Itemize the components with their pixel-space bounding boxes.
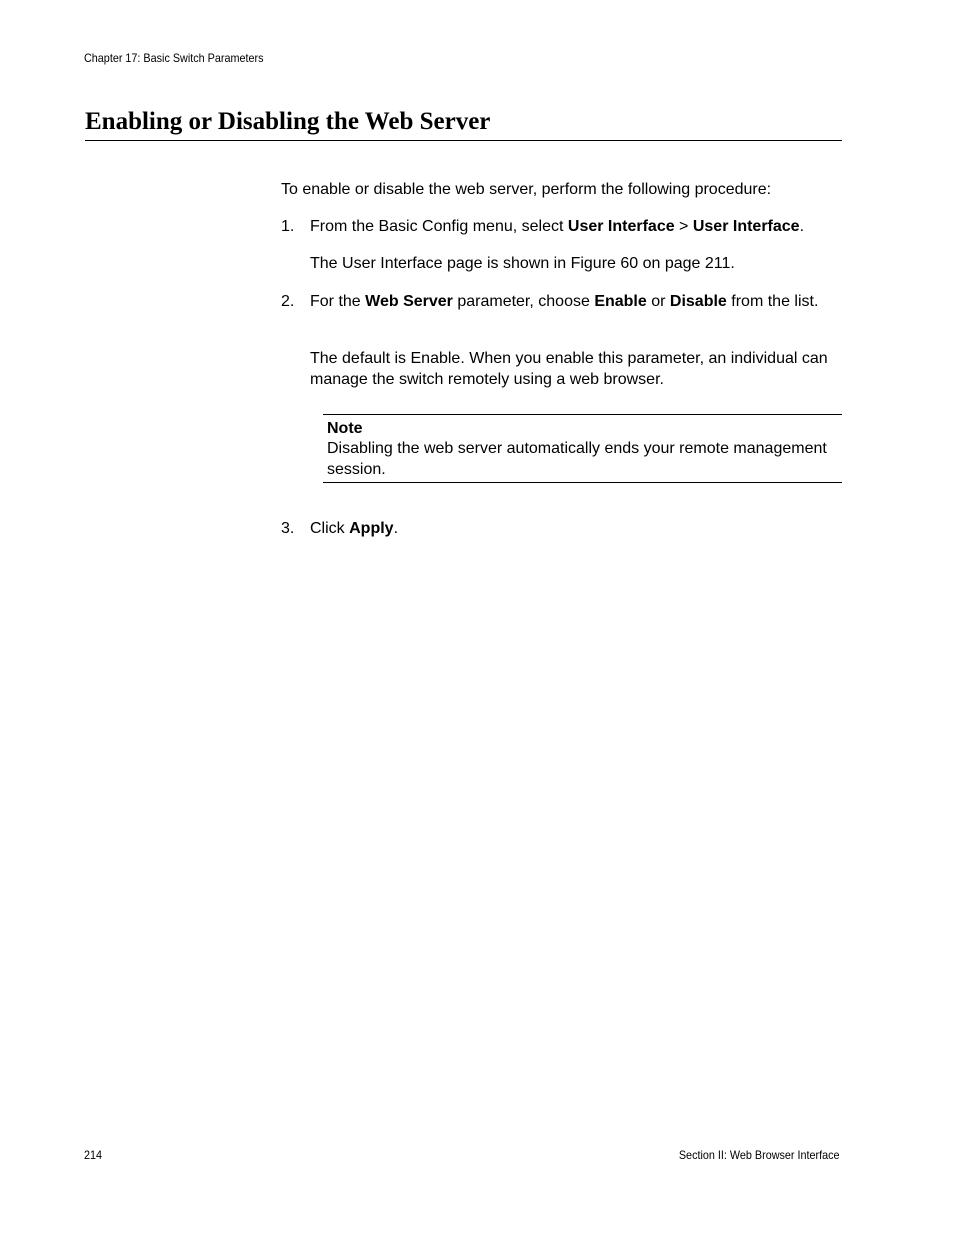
footer-section: Section II: Web Browser Interface [679, 1148, 840, 1162]
step-2-enable-option: Enable [594, 293, 647, 310]
step-3-text [310, 518, 842, 539]
note-label: Note [327, 420, 363, 437]
step-1-menu-item: User Interface [567, 218, 675, 235]
step-2-mid2: or [646, 293, 670, 310]
note-box [323, 414, 842, 483]
step-1-post: . [799, 218, 805, 235]
step-2-number: 2. [281, 293, 295, 310]
step-2-disable-option: Disable [669, 293, 727, 310]
page-number: 214 [84, 1148, 103, 1162]
step-2-followup: The default is Enable. When you enable this parameter, an individual can manage the switch remotely using a web browser. [310, 350, 828, 388]
title-rule [85, 140, 842, 141]
step-3-post: . [393, 520, 399, 537]
step-1-number: 1. [281, 218, 295, 235]
section-title: Enabling or Disabling the Web Server [85, 108, 491, 135]
step-1-followup: The User Interface page is shown in Figure 60 on page 211. [310, 255, 735, 272]
step-2-pre: For the [310, 293, 366, 310]
step-2-parameter: Web Server [365, 293, 453, 310]
step-1-pre: From the Basic Config menu, select [310, 218, 568, 235]
step-1-separator: > [674, 218, 693, 235]
step-1-text [310, 216, 842, 237]
step-2-text [310, 291, 842, 312]
step-1-submenu-item: User Interface [692, 218, 800, 235]
step-3-apply-label: Apply [349, 520, 394, 537]
step-2-mid1: parameter, choose [452, 293, 595, 310]
step-2-post: from the list. [726, 293, 819, 310]
step-3-pre: Click [310, 520, 350, 537]
running-header: Chapter 17: Basic Switch Parameters [84, 51, 264, 65]
intro-paragraph: To enable or disable the web server, perform the following procedure: [281, 181, 772, 198]
step-3-number: 3. [281, 520, 295, 537]
note-text: Disabling the web server automatically ends your remote management session. [327, 440, 827, 478]
